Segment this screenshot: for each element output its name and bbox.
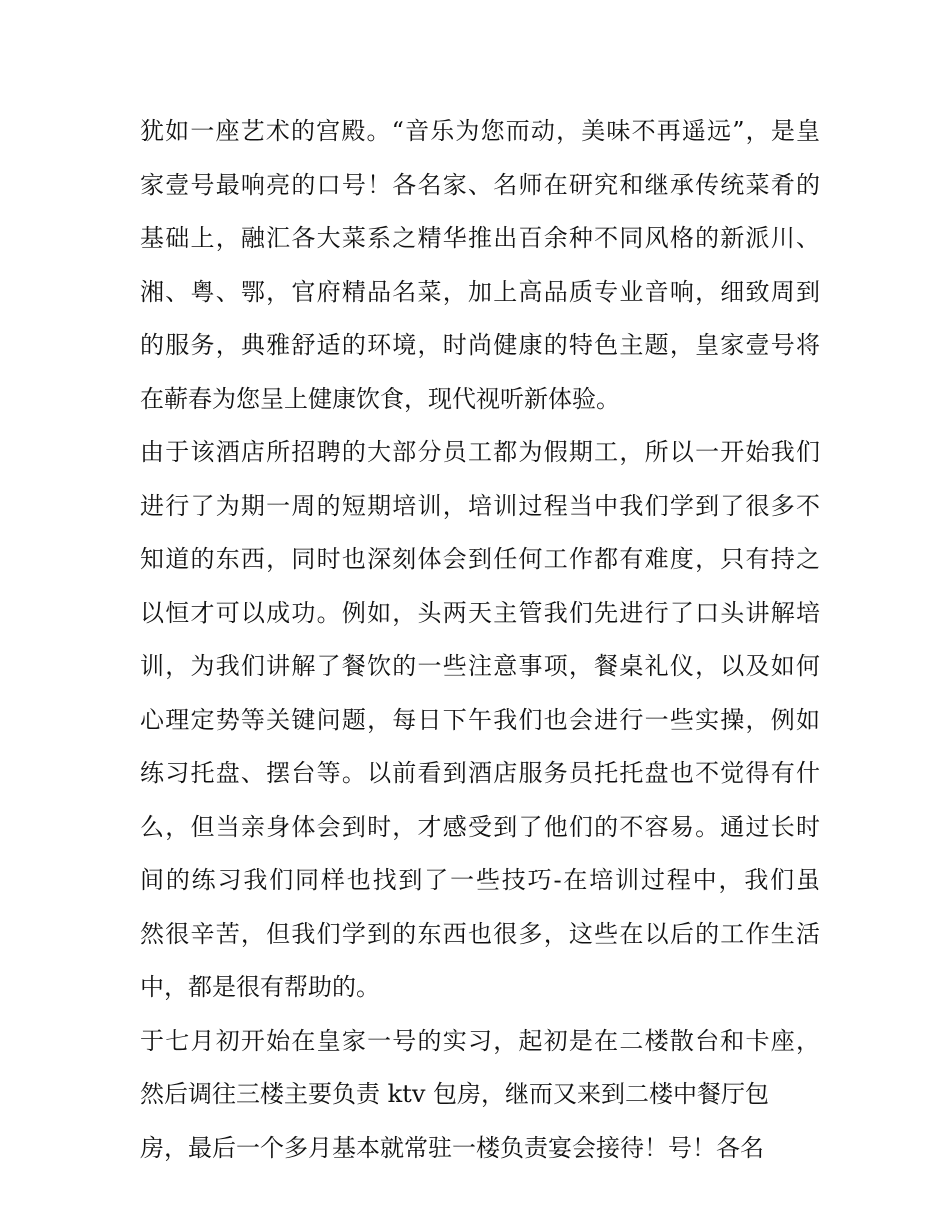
text-line: 的服务，典雅舒适的环境，时尚健康的特色主题，皇家壹号将 — [140, 331, 820, 359]
text-line: 然很辛苦，但我们学到的东西也很多，这些在以后的工作生活 — [140, 919, 820, 948]
text-line: 中，都是很有帮助的。 — [140, 973, 380, 1001]
text-line: 犹如一座艺术的宫殿。“音乐为您而动，美味不再遥远”，是皇 — [140, 117, 820, 145]
text-line: 然后调往三楼主要负责 ktv 包房，继而又来到二楼中餐厅包 — [140, 1080, 770, 1108]
text-line: 在蕲春为您呈上健康饮食，现代视听新体验。 — [140, 384, 620, 413]
text-line: 心理定势等关键问题，每日下午我们也会进行一些实操，例如 — [140, 705, 820, 734]
text-line: 么，但当亲身体会到时，才感受到了他们的不容易。通过长时 — [140, 812, 820, 841]
text-line: 以恒才可以成功。例如，头两天主管我们先进行了口头讲解培 — [140, 598, 820, 627]
text-line: 知道的东西，同时也深刻体会到任何工作都有难度，只有持之 — [140, 545, 820, 573]
text-line: 湘、粤、鄂，官府精品名菜，加上高品质专业音响，细致周到 — [140, 277, 820, 306]
text-line: 训，为我们讲解了餐饮的一些注意事项，餐桌礼仪，以及如何 — [140, 652, 820, 680]
text-line: 于七月初开始在皇家一号的实习，起初是在二楼散台和卡座， — [140, 1026, 820, 1055]
text-line: 间的练习我们同样也找到了一些技巧-在培训过程中，我们虽 — [140, 866, 820, 894]
text-line: 进行了为期一周的短期培训，培训过程当中我们学到了很多不 — [140, 491, 820, 520]
document-body — [140, 105, 820, 1175]
text-line: 房，最后一个多月基本就常驻一楼负责宴会接待！号！各名 — [140, 1133, 764, 1162]
text-line: 练习托盘、摆台等。以前看到酒店服务员托托盘也不觉得有什 — [140, 759, 820, 787]
text-line: 基础上，融汇各大菜系之精华推出百余种不同风格的新派川、 — [140, 224, 820, 252]
text-line: 家壹号最响亮的口号！各名家、名师在研究和继承传统菜肴的 — [140, 170, 820, 199]
text-line: 由于该酒店所招聘的大部分员工都为假期工，所以一开始我们 — [140, 438, 820, 466]
